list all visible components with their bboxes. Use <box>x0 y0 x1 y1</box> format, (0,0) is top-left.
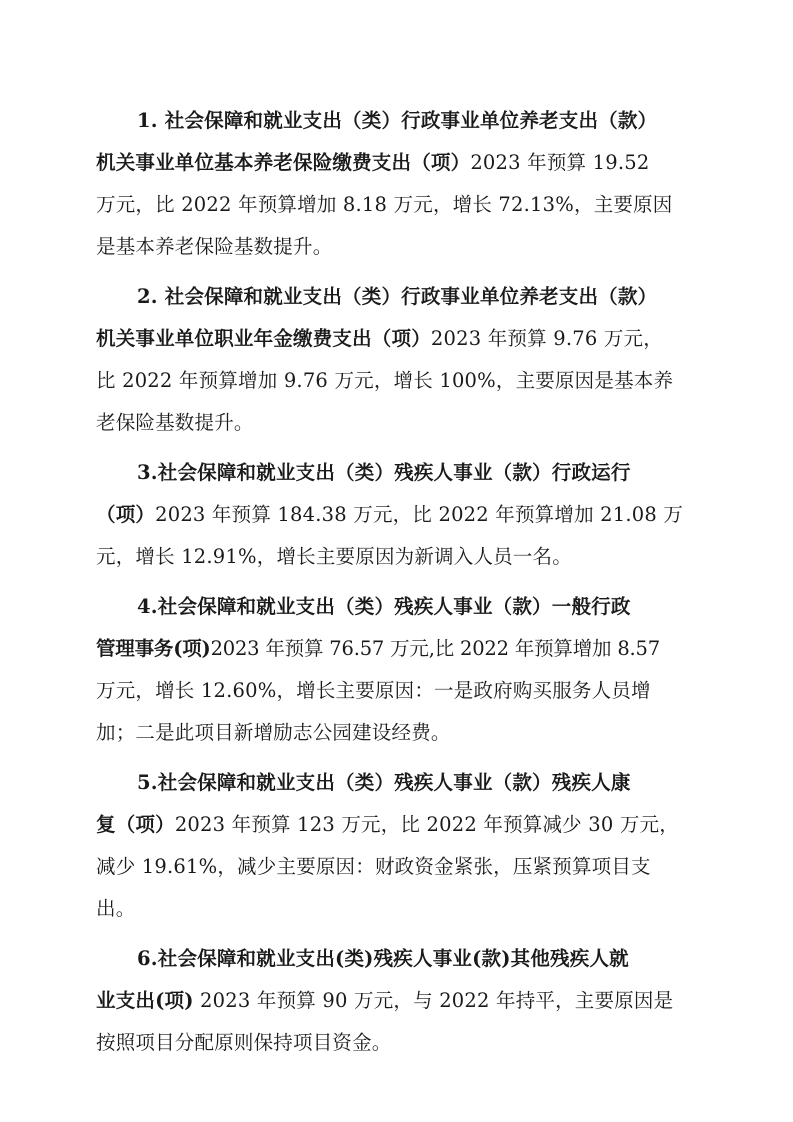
paragraph-line <box>96 804 698 846</box>
body-text: 减少 19.61%，减少主要原因：财政资金紧张，压紧预算项目支 <box>96 855 651 878</box>
body-text: 2023 年预算 123 万元，比 2022 年预算减少 30 万元， <box>174 813 679 836</box>
bold-heading-text: 管理事务(项) <box>96 637 211 660</box>
paragraph-line <box>96 452 698 494</box>
paragraph-line <box>96 1022 698 1064</box>
paragraph-line <box>96 628 698 670</box>
bold-heading-text: 5.社会保障和就业支出（类）残疾人事业（款）残疾人康 <box>137 771 631 794</box>
body-text: 元，增长 12.91%，增长主要原因为新调入人员一名。 <box>96 545 572 568</box>
paragraph-line <box>96 402 698 444</box>
bold-heading-text: 2. 社会保障和就业支出（类）行政事业单位养老支出（款） <box>137 285 658 308</box>
bold-heading-text: 6.社会保障和就业支出(类)残疾人事业(款)其他残疾人就 <box>137 947 629 970</box>
paragraph-1 <box>96 100 698 268</box>
body-text: 按照项目分配原则保持项目资金。 <box>96 1031 392 1054</box>
body-text: 2023 年预算 90 万元，与 2022 年持平，主要原因是 <box>193 989 674 1012</box>
document-body <box>96 100 698 1072</box>
paragraph-line <box>96 762 698 804</box>
paragraph-line <box>96 586 698 628</box>
body-text: 2023 年预算 9.76 万元， <box>430 327 663 350</box>
paragraph-line <box>96 184 698 226</box>
paragraph-line <box>96 712 698 754</box>
paragraph-line <box>96 226 698 268</box>
paragraph-line <box>96 980 698 1022</box>
bold-heading-text: （项） <box>96 503 156 526</box>
paragraph-line <box>96 846 698 888</box>
bold-heading-text: 复（项） <box>96 813 175 836</box>
bold-heading-text: 业支出(项) <box>96 989 194 1012</box>
paragraph-2 <box>96 276 698 444</box>
paragraph-line <box>96 670 698 712</box>
paragraph-3 <box>96 452 698 578</box>
body-text: 是基本养老保险基数提升。 <box>96 235 333 258</box>
body-text: 2023 年预算 184.38 万元，比 2022 年预算增加 21.08 万 <box>155 503 684 526</box>
paragraph-line <box>96 100 698 142</box>
body-text: 2023 年预算 19.52 <box>470 151 650 174</box>
paragraph-line <box>96 142 698 184</box>
paragraph-line <box>96 494 698 536</box>
body-text: 万元，增长 12.60%，增长主要原因：一是政府购买服务人员增 <box>96 679 651 702</box>
body-text: 老保险基数提升。 <box>96 411 254 434</box>
bold-heading-text: 机关事业单位职业年金缴费支出（项） <box>96 327 431 350</box>
bold-heading-text: 4.社会保障和就业支出（类）残疾人事业（款）一般行政 <box>137 595 631 618</box>
body-text: 比 2022 年预算增加 9.76 万元，增长 100%，主要原因是基本养 <box>96 369 674 392</box>
body-text: 2023 年预算 76.57 万元,比 2022 年预算增加 8.57 <box>210 637 660 660</box>
paragraph-4 <box>96 586 698 754</box>
paragraph-6 <box>96 938 698 1064</box>
paragraph-line <box>96 536 698 578</box>
paragraph-line <box>96 888 698 930</box>
body-text: 加；二是此项目新增励志公园建设经费。 <box>96 721 451 744</box>
bold-heading-text: 3.社会保障和就业支出（类）残疾人事业（款）行政运行 <box>137 461 631 484</box>
paragraph-line <box>96 276 698 318</box>
bold-heading-text: 1. 社会保障和就业支出（类）行政事业单位养老支出（款） <box>137 109 658 132</box>
paragraph-line <box>96 938 698 980</box>
body-text: 出。 <box>96 897 136 920</box>
body-text: 万元，比 2022 年预算增加 8.18 万元，增长 72.13%，主要原因 <box>96 193 673 216</box>
paragraph-line <box>96 360 698 402</box>
paragraph-line <box>96 318 698 360</box>
bold-heading-text: 机关事业单位基本养老保险缴费支出（项） <box>96 151 471 174</box>
paragraph-5 <box>96 762 698 930</box>
